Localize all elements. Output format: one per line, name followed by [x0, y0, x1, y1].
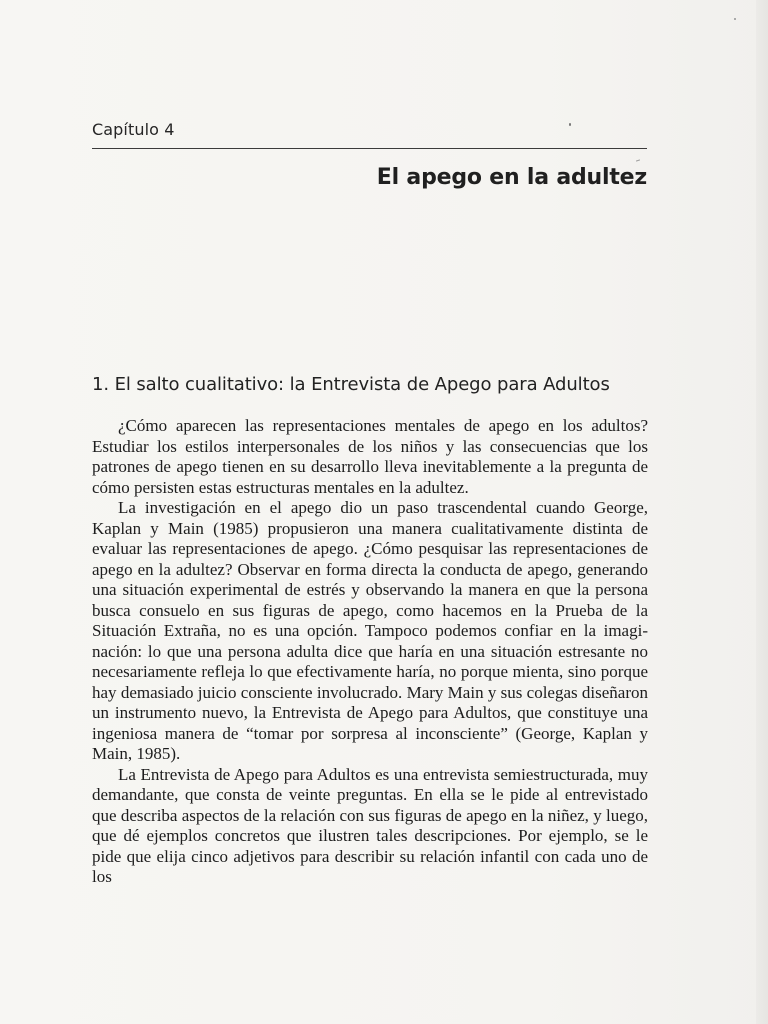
body-text	[92, 416, 648, 888]
page-edge	[756, 0, 768, 1024]
scan-speck	[569, 123, 571, 126]
paragraph-3: La Entrevista de Apego para Adultos es una entrevista semiestructurada, muy demandante, que consta de veinte preguntas. En ella se le pide al entrevistado que describa aspectos de la relación con sus figuras de apego en la niñez, y luego, que dé ejemplos concretos que ilustren tales descripciones. Por ejemplo, se le pide que elija cinco adjetivos para describir su relación infantil con cada uno de los	[92, 764, 648, 886]
scan-speck	[734, 18, 736, 20]
section-heading: 1. El salto cualitativo: la Entrevista de Apego para Adultos	[92, 374, 610, 395]
chapter-label: Capítulo 4	[92, 120, 175, 139]
scan-speck	[636, 159, 640, 161]
chapter-title: El apego en la adultez	[376, 165, 647, 190]
paragraph-2: La investigación en el apego dio un paso trascendental cuando George, Kaplan y Main (1985) propusieron una manera cualitativamente distinta de evaluar las representaciones de apego. ¿Cómo pesquisar las representaciones de apego en la adultez? Observar en forma directa la conducta de apego, generando una situación experimental de estrés y observando la manera en que la persona busca consuelo en sus figuras de apego, como hacemos en la Prueba de la Situación Extraña, no es una opción. Tampoco podemos confiar en la imaginación: lo que una persona adulta dice que haría en una situación estresante no necesariamente refleja lo que efectivamente haría, no porque mienta, sino porque hay demasiado juicio consciente involucrado. Mary Main y sus colegas diseñaron un instrumento nuevo, la Entrevista de Apego para Adultos, que constituye una ingeniosa manera de “tomar por sorpresa al inconsciente” (George, Kaplan y Main, 1985).	[92, 498, 648, 763]
chapter-rule	[92, 148, 647, 149]
paragraph-1: ¿Cómo aparecen las representaciones mentales de apego en los adultos? Estudiar los estilos interpersonales de los niños y las consecuencias que los patrones de apego tienen en su desarrollo lleva inevitablemente a la pregunta de cómo persisten estas estructuras mentales en la adultez.	[92, 416, 648, 497]
